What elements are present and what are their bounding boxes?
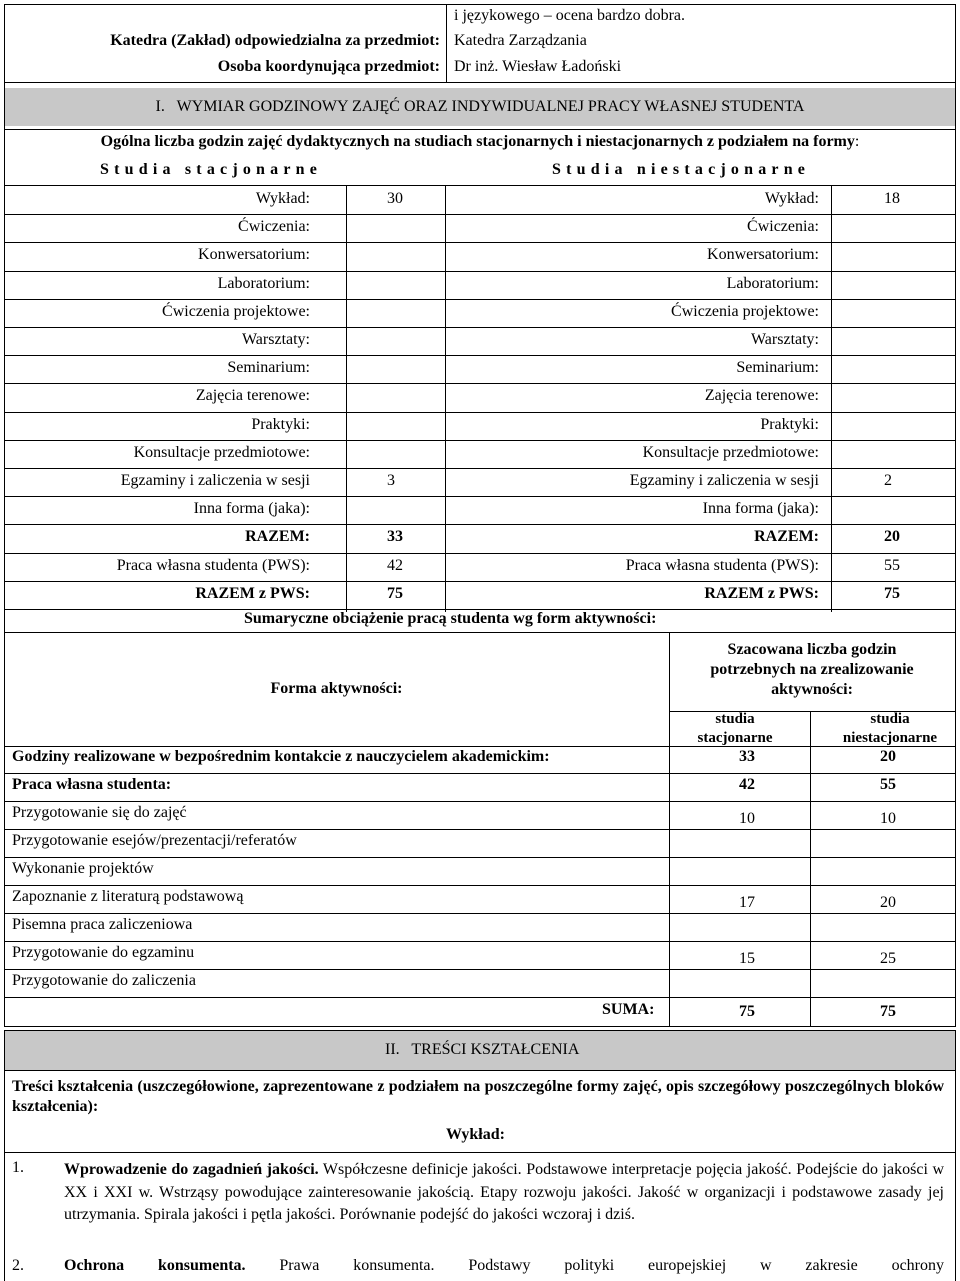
workload-title: Sumaryczne obciążenie pracą studenta wg form aktywności: xyxy=(244,610,657,627)
department-label: Katedra (Zakład) odpowiedzialna za przedmiot: xyxy=(110,32,440,49)
workload-row-value-s: 42 xyxy=(739,776,755,793)
content-item-2-text: Prawa konsumenta. Podstawy polityki europejskiej w zakresie ochrony xyxy=(279,1257,945,1274)
section2-title: II. TREŚCI KSZTAŁCENIA xyxy=(385,1041,580,1058)
hours-row-value-n: 2 xyxy=(884,472,892,489)
suma-value-s: 75 xyxy=(739,1003,755,1020)
hours-row-label-n: Warsztaty: xyxy=(750,331,819,348)
hours-row-label-n: RAZEM z PWS: xyxy=(704,584,819,602)
hours-row-label: Egzaminy i zaliczenia w sesji xyxy=(120,472,310,489)
hours-row-label-n: Konwersatorium: xyxy=(707,246,819,264)
content-item-1 xyxy=(64,1159,944,1227)
hours-row-label-n: Laboratorium: xyxy=(726,274,819,292)
content-item-1-text: Współczesne definicje jakości. Podstawowe interpretacje pojęcia jakość. Podejście do jakości w XX i XXI w. Wstrząsy powodujące zainteresowanie jakością. Etapy rozwoju jakości. Jakość w organizacji i podstawowe zasady jej utrzymania. Spirala jakości i pętla jakości. Porównanie podejść do jakości wczoraj i dziś. xyxy=(64,1161,944,1223)
workload-row-label: Pisemna praca zaliczeniowa xyxy=(12,916,193,933)
hours-row-label-n: Ćwiczenia projektowe: xyxy=(671,302,819,320)
col-niestacjonarne: studia niestacjonarne xyxy=(842,711,938,746)
coordinator-label: Osoba koordynująca przedmiot: xyxy=(217,58,440,75)
hours-row-label: Seminarium: xyxy=(227,359,310,377)
hours-row-label: Ćwiczenia: xyxy=(238,218,310,236)
content-item-1-number: 1. xyxy=(12,1159,24,1176)
workload-row-value-s: 33 xyxy=(739,748,755,765)
hours-row-value-n: 75 xyxy=(884,584,900,602)
niestacjonarne-heading: Studia niestacjonarne xyxy=(552,161,811,178)
hours-row-label: Warsztaty: xyxy=(241,331,310,348)
workload-row-label: Przygotowanie esejów/prezentacji/referatów xyxy=(12,832,297,849)
hours-row-label-n: RAZEM: xyxy=(754,528,819,546)
workload-row-label: Zapoznanie z literaturą podstawową xyxy=(12,888,244,905)
hours-row-label: Ćwiczenia projektowe: xyxy=(162,302,310,320)
section1-subtitle-text: Ogólna liczba godzin zajęć dydaktycznych na studiach stacjonarnych i niestacjonarnych z podziałem na formy xyxy=(100,133,855,150)
workload-row-value-n: 55 xyxy=(880,776,896,793)
department-value: Katedra Zarządzania xyxy=(454,32,587,49)
hours-row-label-n: Egzaminy i zaliczenia w sesji xyxy=(629,472,819,489)
coordinator-value: Dr inż. Wiesław Ładoński xyxy=(454,58,622,75)
hours-row-label: Konsultacje przedmiotowe: xyxy=(133,443,310,461)
hours-row-label-n: Inna forma (jaka): xyxy=(702,500,819,518)
workload-row-label: Praca własna studenta: xyxy=(12,776,172,793)
hours-row-label: Praca własna studenta (PWS): xyxy=(116,556,310,574)
section1-title: I. WYMIAR GODZINOWY ZAJĘĆ ORAZ INDYWIDUALNEJ PRACY WŁASNEJ STUDENTA xyxy=(155,98,805,115)
col-stacjonarne: studia stacjonarne xyxy=(697,711,773,746)
workload-row-label: Wykonanie projektów xyxy=(12,860,154,877)
hours-header: Szacowana liczba godzin potrzebnych na zrealizowanie aktywności: xyxy=(710,641,914,698)
hours-row-label-n: Wykład: xyxy=(764,190,819,207)
hours-row-label-n: Zajęcia terenowe: xyxy=(704,387,819,405)
workload-row-value-s: 15 xyxy=(739,950,755,967)
hours-row-value-s: 42 xyxy=(387,556,403,574)
stacjonarne-heading: Studia stacjonarne xyxy=(100,161,323,178)
workload-row-value-n: 20 xyxy=(880,748,896,765)
workload-row-label: Przygotowanie się do zajęć xyxy=(12,804,187,821)
hours-row-label-n: Konsultacje przedmiotowe: xyxy=(642,443,819,461)
section1-subtitle xyxy=(4,133,956,151)
content-item-1-title: Wprowadzenie do zagadnień jakości. xyxy=(64,1161,319,1178)
hours-row-label: Laboratorium: xyxy=(217,274,310,292)
workload-row-label: Przygotowanie do zaliczenia xyxy=(12,972,196,989)
content-item-2 xyxy=(64,1257,944,1275)
workload-row-value-n: 10 xyxy=(880,810,896,827)
wyklad-heading: Wykład: xyxy=(446,1126,505,1143)
hours-row-value-s: 3 xyxy=(387,472,395,489)
workload-row-value-s: 10 xyxy=(739,810,755,827)
workload-row-label: Przygotowanie do egzaminu xyxy=(12,944,195,961)
hours-row-label: Zajęcia terenowe: xyxy=(195,387,310,405)
hours-row-label-n: Praktyki: xyxy=(760,415,819,433)
workload-row-value-s: 17 xyxy=(739,894,755,911)
hours-row-value-s: 30 xyxy=(387,190,403,207)
hours-row-label-n: Seminarium: xyxy=(736,359,819,377)
hours-row-value-n: 18 xyxy=(884,190,900,207)
suma-value-n: 75 xyxy=(880,1003,896,1020)
workload-row-value-n: 20 xyxy=(880,894,896,911)
hours-row-label: Konwersatorium: xyxy=(198,246,310,264)
hours-row-label: RAZEM: xyxy=(245,528,310,546)
hours-row-label-n: Ćwiczenia: xyxy=(747,218,819,236)
hours-row-label: Inna forma (jaka): xyxy=(193,500,310,518)
hours-row-value-s: 33 xyxy=(387,528,403,546)
workload-row-value-n: 25 xyxy=(880,950,896,967)
hours-row-label: Wykład: xyxy=(255,190,310,207)
section2-intro: Treści kształcenia (uszczegółowione, zaprezentowane z podziałem na poszczególne formy zajęć, opis szczegółowy poszczególnych bloków kształcenia): xyxy=(12,1078,944,1115)
hours-row-value-n: 55 xyxy=(884,556,900,574)
hours-row-label-n: Praca własna studenta (PWS): xyxy=(625,556,819,574)
hours-row-label: Praktyki: xyxy=(251,415,310,433)
form-header: Forma aktywności: xyxy=(270,680,403,697)
hours-row-value-s: 75 xyxy=(387,584,403,602)
section1-subtitle-colon: : xyxy=(854,133,860,150)
hours-row-value-n: 20 xyxy=(884,528,900,546)
suma-label: SUMA: xyxy=(602,1001,655,1018)
content-item-2-number: 2. xyxy=(12,1257,24,1274)
header-top-value: i językowego – ocena bardzo dobra. xyxy=(454,7,686,24)
workload-row-label: Godziny realizowane w bezpośrednim kontakcie z nauczycielem akademickim: xyxy=(12,748,550,765)
hours-row-label: RAZEM z PWS: xyxy=(195,584,310,602)
content-item-2-title: Ochrona konsumenta. xyxy=(64,1257,246,1274)
